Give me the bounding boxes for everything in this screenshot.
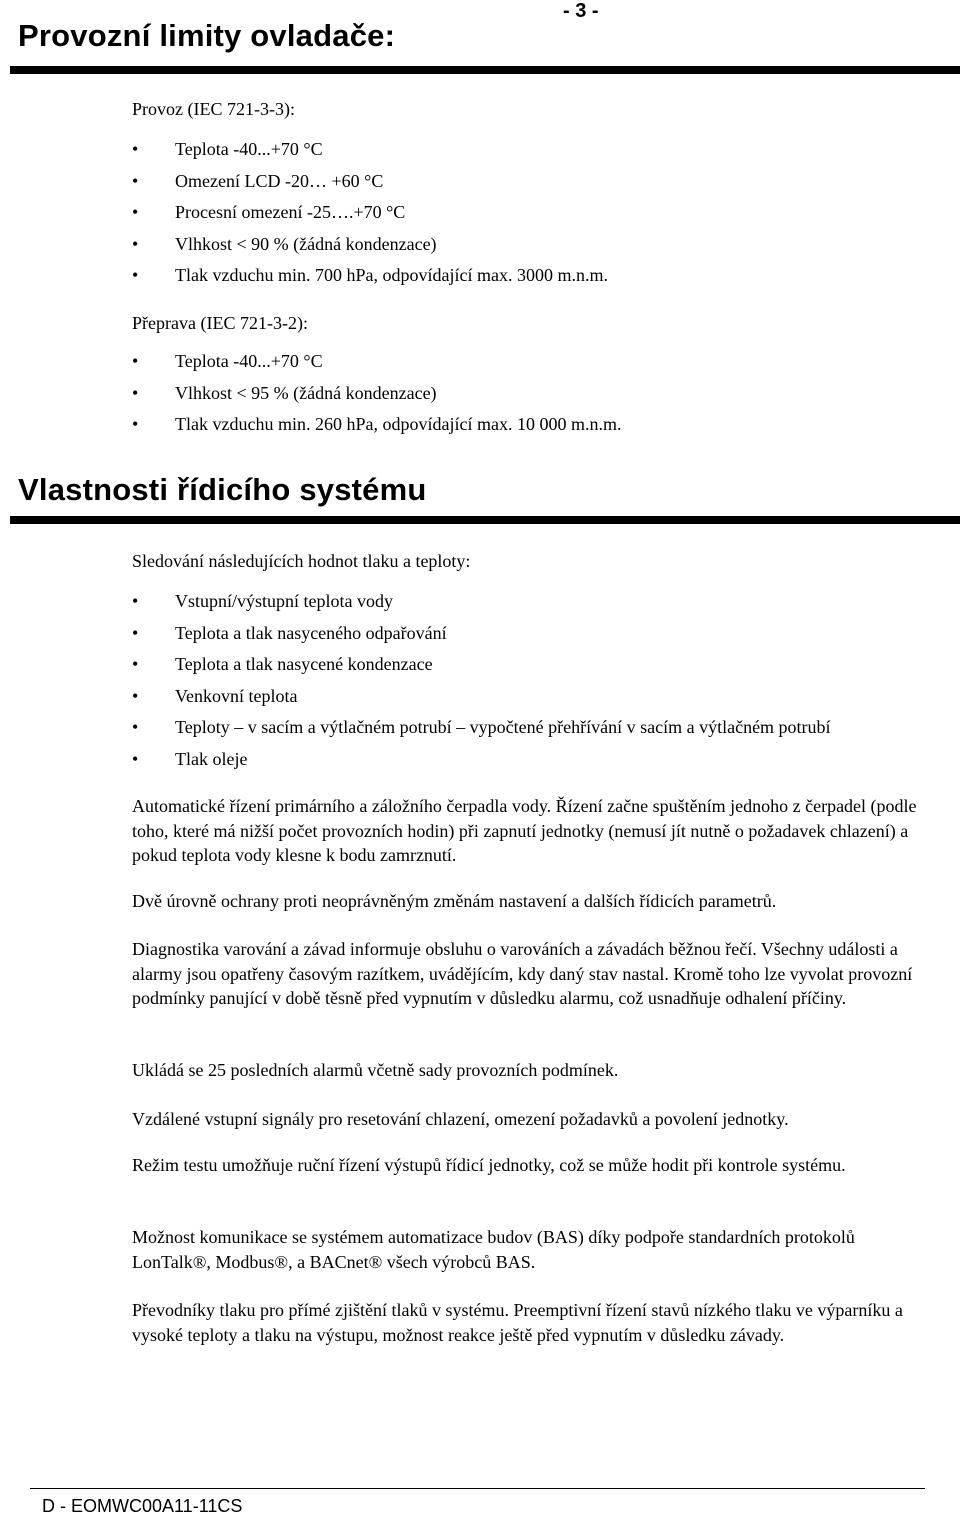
page-number: - 3 - bbox=[563, 0, 599, 22]
list-item: • Teploty – v sacím a výtlačném potrubí – vypočtené přehřívání v sacím a výtlačném potrubí bbox=[132, 717, 831, 737]
paragraph-protection-levels: Dvě úrovně ochrany proti neoprávněným změnám nastavení a dalších řídicích parametrů. bbox=[132, 891, 777, 911]
operation-label: Provoz (IEC 721-3-3): bbox=[132, 99, 295, 119]
bullet-icon: • bbox=[132, 233, 139, 254]
bullet-icon: • bbox=[132, 591, 139, 611]
bullet-icon: • bbox=[132, 170, 139, 191]
bullet-icon: • bbox=[132, 265, 139, 285]
list-item: • Vlhkost < 90 % (žádná kondenzace) bbox=[132, 233, 437, 254]
monitoring-label: Sledování následujících hodnot tlaku a teploty: bbox=[132, 551, 471, 571]
bullet-icon: • bbox=[132, 414, 139, 434]
list-item: • Tlak vzduchu min. 700 hPa, odpovídající max. 3000 m.n.m. bbox=[132, 265, 608, 285]
monitoring-list bbox=[132, 590, 831, 779]
transport-label: Přeprava (IEC 721-3-2): bbox=[132, 313, 308, 333]
list-item: • Tlak oleje bbox=[132, 748, 248, 769]
list-item: • Omezení LCD -20… +60 °C bbox=[132, 170, 384, 191]
operation-list bbox=[132, 138, 608, 296]
paragraph-test-mode: Režim testu umožňuje ruční řízení výstupů řídicí jednotky, což se může hodit při kontrole systému. bbox=[132, 1155, 846, 1175]
paragraph-pump-control: Automatické řízení primárního a záložního čerpadla vody. Řízení začne spuštěním jednoho z čerpadel (podle toho, které má nižší počet provozních hodin) při zapnutí jednotky (nemusí jít nutně o požadavek chlazení) a pokud teplota vody klesne k bodu zamrznutí. bbox=[132, 796, 917, 865]
list-item: • Procesní omezení -25….+70 °C bbox=[132, 202, 406, 222]
paragraph-bas-communication: Možnost komunikace se systémem automatizace budov (BAS) díky podpoře standardních protokolů LonTalk®, Modbus®, a BACnet® všech výrobců BAS. bbox=[132, 1227, 855, 1272]
bullet-icon: • bbox=[132, 654, 139, 674]
section-title-control-system: Vlastnosti řídicího systému bbox=[18, 472, 427, 507]
list-item: • Teplota -40...+70 °C bbox=[132, 351, 323, 371]
paragraph-diagnostics: Diagnostika varování a závad informuje obsluhu o varováních a závadách běžnou řečí. Všechny události a alarmy jsou opatřeny časovým razítkem, uvádějícím, kdy daný stav nastal. Kromě toho lze vyvolat provozní podmínky panující v době těsně před vypnutím v důsledku alarmu, což usnadňuje odhalení příčiny. bbox=[132, 939, 913, 1008]
footer-document-code: D - EOMWC00A11-11CS bbox=[42, 1496, 243, 1516]
list-item: • Tlak vzduchu min. 260 hPa, odpovídající max. 10 000 m.n.m. bbox=[132, 414, 622, 434]
bullet-icon: • bbox=[132, 202, 139, 222]
paragraph-remote-inputs: Vzdálené vstupní signály pro resetování chlazení, omezení požadavků a povolení jednotky. bbox=[132, 1109, 789, 1129]
list-item: • Teplota a tlak nasyceného odpařování bbox=[132, 622, 447, 643]
bullet-icon: • bbox=[132, 685, 139, 706]
list-item: • Venkovní teplota bbox=[132, 685, 298, 706]
bullet-icon: • bbox=[132, 748, 139, 769]
heading-divider bbox=[10, 516, 960, 524]
list-item: • Vstupní/výstupní teplota vody bbox=[132, 591, 393, 611]
bullet-icon: • bbox=[132, 139, 139, 159]
bullet-icon: • bbox=[132, 382, 139, 403]
footer-divider bbox=[30, 1488, 925, 1489]
bullet-icon: • bbox=[132, 622, 139, 643]
heading-divider bbox=[10, 66, 960, 74]
bullet-icon: • bbox=[132, 717, 139, 737]
list-item: • Teplota -40...+70 °C bbox=[132, 139, 323, 159]
list-item: • Teplota a tlak nasycené kondenzace bbox=[132, 654, 433, 674]
section-title-operating-limits: Provozní limity ovladače: bbox=[18, 18, 396, 53]
list-item: • Vlhkost < 95 % (žádná kondenzace) bbox=[132, 382, 437, 403]
bullet-icon: • bbox=[132, 351, 139, 371]
transport-list bbox=[132, 350, 621, 445]
paragraph-pressure-transducers: Převodníky tlaku pro přímé zjištění tlaků v systému. Preemptivní řízení stavů nízkého tlaku ve výparníku a vysoké teploty a tlaku na výstupu, možnost reakce ještě před vypnutím v důsledku závady. bbox=[132, 1300, 903, 1345]
paragraph-alarm-log: Ukládá se 25 posledních alarmů včetně sady provozních podmínek. bbox=[132, 1060, 619, 1080]
